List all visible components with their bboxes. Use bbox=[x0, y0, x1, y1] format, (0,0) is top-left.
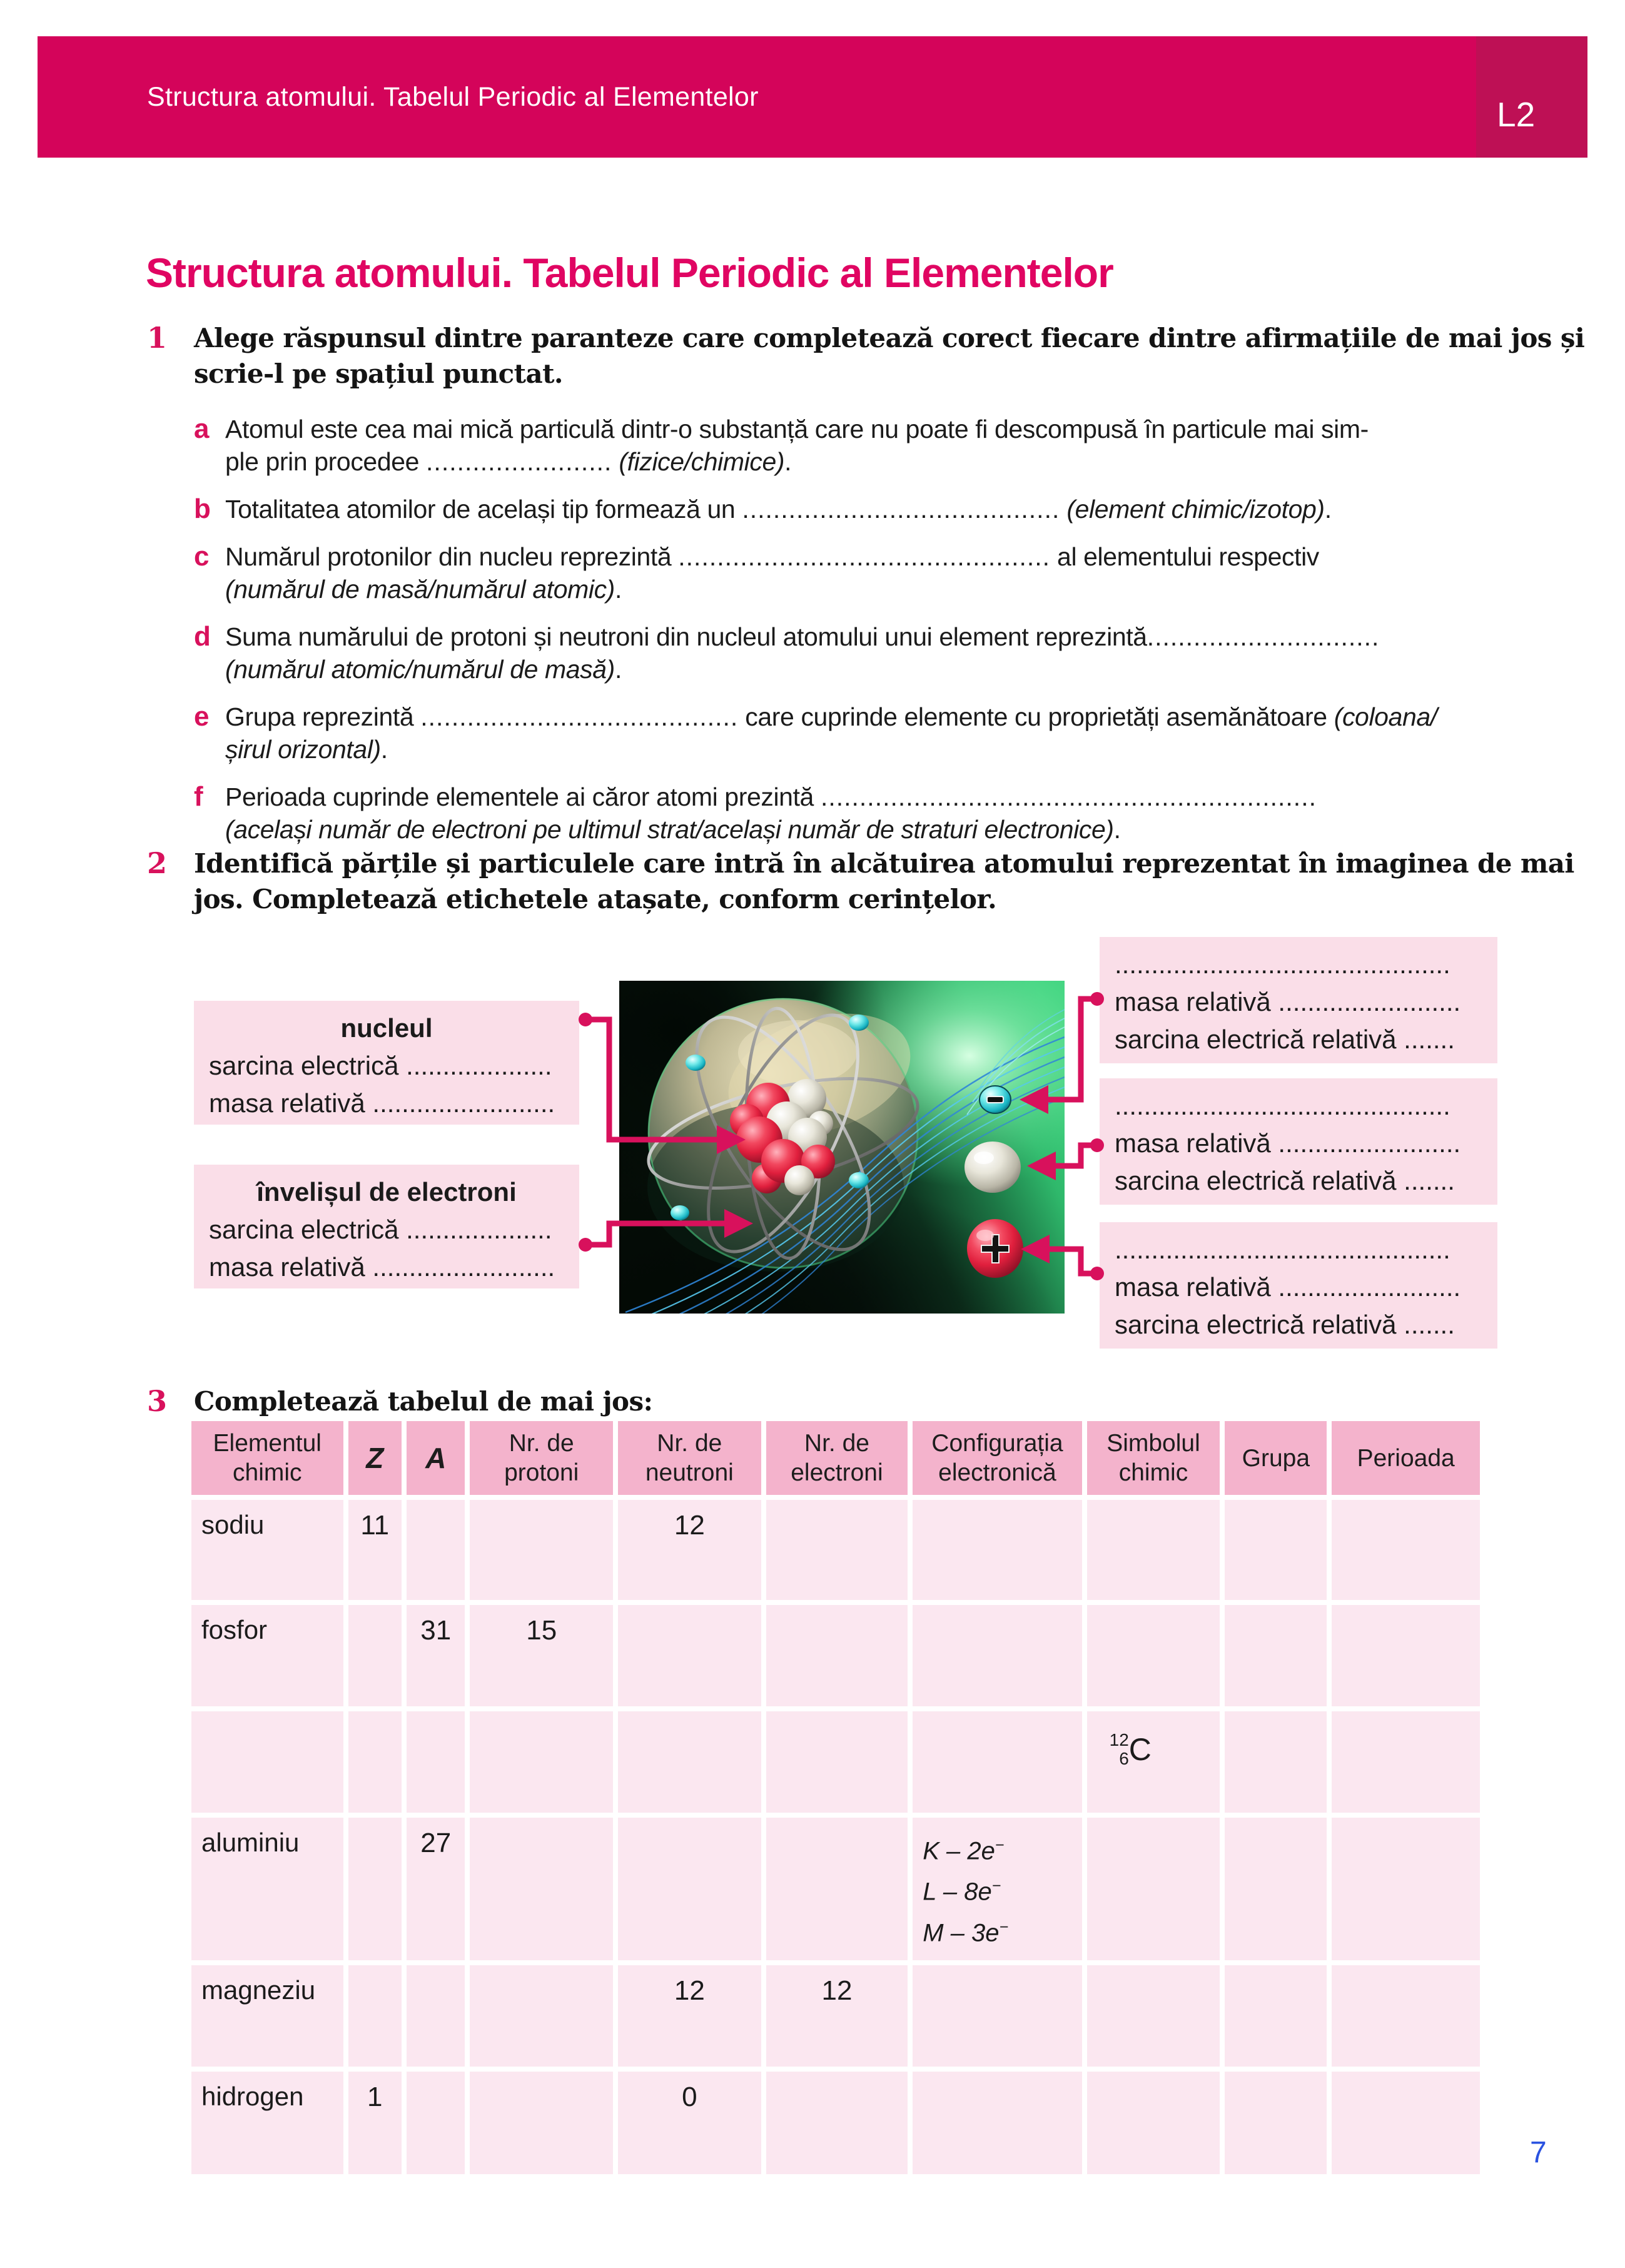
label-box-nucleus bbox=[194, 1001, 579, 1125]
table-row bbox=[191, 1965, 1480, 2067]
table-cell bbox=[1087, 1818, 1220, 1960]
table-cell bbox=[407, 1500, 465, 1600]
statement-text bbox=[612, 447, 619, 476]
fill-in-line: masa relativă ......................... bbox=[1115, 987, 1461, 1016]
nuclide-symbol: 12 6 C bbox=[1109, 1730, 1152, 1768]
table-cell bbox=[407, 2072, 465, 2174]
item-letter: b bbox=[194, 494, 211, 524]
statement-line bbox=[225, 620, 1562, 653]
label-box-proton bbox=[1100, 1222, 1497, 1349]
page-header-bar bbox=[38, 36, 1587, 158]
dotted-blank: ......................................... bbox=[420, 702, 739, 731]
table-cell bbox=[1225, 2072, 1327, 2174]
statement-text bbox=[1060, 495, 1066, 524]
electron-particle-icon bbox=[980, 1086, 1011, 1113]
table-cell: 12 bbox=[618, 1500, 761, 1600]
exercise-1-number: 1 bbox=[147, 321, 168, 355]
statement-line bbox=[225, 813, 1562, 846]
table-cell bbox=[1225, 1500, 1327, 1600]
column-header: Simbolul chimic bbox=[1087, 1421, 1220, 1495]
item-letter: a bbox=[194, 413, 210, 444]
table-cell bbox=[913, 1711, 1081, 1813]
statement-text: al elementului respectiv bbox=[1050, 542, 1319, 571]
statement-item bbox=[194, 493, 1562, 525]
exercise-1-head bbox=[147, 320, 1585, 392]
table-cell bbox=[470, 2072, 613, 2174]
statement-item bbox=[194, 413, 1562, 478]
atom-illustration bbox=[619, 981, 1065, 1314]
statement-text: Perioada cuprinde elementele ai căror atomi prezintă bbox=[225, 782, 821, 811]
column-header: Z bbox=[348, 1421, 402, 1495]
table-header-row bbox=[191, 1421, 1480, 1495]
table-cell bbox=[470, 1711, 613, 1813]
table-cell: aluminiu bbox=[191, 1818, 343, 1960]
instruction-line: Completează tabelul de mai jos: bbox=[194, 1386, 653, 1417]
exercise-2-number: 2 bbox=[147, 846, 168, 880]
lesson-label: L2 bbox=[1497, 95, 1536, 134]
neutron-particle-icon bbox=[964, 1142, 1021, 1193]
table-row bbox=[191, 1711, 1480, 1813]
instruction-line: jos. Completează etichetele atașate, conform cerințelor. bbox=[194, 884, 997, 914]
table-cell bbox=[1225, 1965, 1327, 2067]
page-number: 7 bbox=[1530, 2136, 1547, 2169]
table-cell bbox=[1332, 1605, 1480, 1706]
table-cell bbox=[1087, 1965, 1220, 2067]
proton-particle-icon bbox=[967, 1219, 1023, 1278]
table-cell bbox=[1332, 1500, 1480, 1600]
column-header: Perioada bbox=[1332, 1421, 1480, 1495]
statement-line bbox=[225, 573, 1562, 605]
fill-in-line: sarcina electrică .................... bbox=[209, 1215, 552, 1244]
table-cell bbox=[1332, 1711, 1480, 1813]
item-lines bbox=[225, 781, 1562, 846]
fill-in-line: masa relativă ......................... bbox=[1115, 1128, 1461, 1158]
statement-text: Atomul este cea mai mică particulă dintr-o substanță care nu poate fi descompusă în particule mai sim- bbox=[225, 415, 1369, 443]
column-header: A bbox=[407, 1421, 465, 1495]
table-cell bbox=[470, 1818, 613, 1960]
table-row bbox=[191, 1500, 1480, 1600]
statement-item bbox=[194, 701, 1562, 766]
item-lines bbox=[225, 540, 1562, 605]
exercise-1 bbox=[147, 320, 1585, 846]
exercise-2-instruction bbox=[194, 846, 1574, 917]
table-row bbox=[191, 1605, 1480, 1706]
table-cell: magneziu bbox=[191, 1965, 343, 2067]
item-lines bbox=[225, 493, 1562, 525]
table-cell bbox=[348, 1965, 402, 2067]
column-header: Configurația electronică bbox=[913, 1421, 1081, 1495]
table-cell bbox=[618, 1818, 761, 1960]
statement-line bbox=[225, 701, 1562, 733]
electron-config-line: M – 3e− bbox=[923, 1918, 1009, 1947]
lesson-tab bbox=[1476, 36, 1587, 158]
table-cell bbox=[407, 1965, 465, 2067]
table-cell bbox=[913, 1500, 1081, 1600]
dotted-blank: ................................................................ bbox=[820, 782, 1317, 811]
statement-text: . bbox=[614, 655, 622, 684]
fill-in-line: sarcina electrică relativă ....... bbox=[1115, 1025, 1455, 1054]
item-letter: d bbox=[194, 621, 211, 652]
table-cell: 11 bbox=[348, 1500, 402, 1600]
statement-text: . bbox=[614, 575, 622, 604]
fill-in-line: masa relativă ......................... bbox=[1115, 1272, 1461, 1302]
table-cell bbox=[1332, 1818, 1480, 1960]
label-box-neutron bbox=[1100, 1078, 1497, 1205]
exercise-3-head bbox=[147, 1384, 1562, 1419]
fill-in-line: .............................................. bbox=[1115, 949, 1450, 979]
header-title: Structura atomului. Tabelul Periodic al Elementelor bbox=[147, 81, 759, 112]
statement-item bbox=[194, 620, 1562, 686]
answer-options: (numărul de masă/numărul atomic) bbox=[225, 575, 615, 604]
statement-text: Totalitatea atomilor de același tip formează un bbox=[225, 495, 742, 524]
item-lines bbox=[225, 620, 1562, 686]
table-row bbox=[191, 2072, 1480, 2174]
fill-in-line: .............................................. bbox=[1115, 1235, 1450, 1264]
fill-in-line: sarcina electrică .................... bbox=[209, 1051, 552, 1080]
item-letter: c bbox=[194, 541, 210, 572]
table-cell: 0 bbox=[618, 2072, 761, 2174]
box-title: învelișul de electroni bbox=[256, 1177, 517, 1207]
item-letter: e bbox=[194, 701, 210, 732]
table-cell bbox=[1087, 1605, 1220, 1706]
elements-table bbox=[186, 1416, 1485, 2179]
table-cell bbox=[470, 1965, 613, 2067]
page-title: Structura atomului. Tabelul Periodic al Elementelor bbox=[146, 250, 1113, 296]
fill-in-line: sarcina electrică relativă ....... bbox=[1115, 1166, 1455, 1195]
table-cell bbox=[1087, 2072, 1220, 2174]
exercise-3 bbox=[147, 1384, 1562, 1419]
table-cell: 1 bbox=[348, 2072, 402, 2174]
statement-line bbox=[225, 413, 1562, 445]
table-cell bbox=[913, 1965, 1081, 2067]
fill-in-line: .............................................. bbox=[1115, 1091, 1450, 1120]
statement-line bbox=[225, 445, 1562, 478]
statement-text: Numărul protonilor din nucleu reprezintă bbox=[225, 542, 679, 571]
table-cell bbox=[618, 1711, 761, 1813]
instruction-line: Alege răspunsul dintre paranteze care completează corect fiecare dintre afirmațiile de mai jos și bbox=[194, 323, 1585, 353]
statement-text: Grupa reprezintă bbox=[225, 702, 421, 731]
table-cell bbox=[1332, 1965, 1480, 2067]
statement-text: . bbox=[1324, 495, 1332, 524]
table-cell bbox=[913, 2072, 1081, 2174]
table-cell bbox=[913, 1605, 1081, 1706]
instruction-line: Identifică părțile și particulele care intră în alcătuirea atomului reprezentat în imaginea de mai bbox=[194, 848, 1574, 879]
statement-line bbox=[225, 733, 1562, 766]
table-cell bbox=[1225, 1605, 1327, 1706]
table-cell bbox=[766, 1605, 908, 1706]
table-cell bbox=[618, 1605, 761, 1706]
table-cell: 12 bbox=[618, 1965, 761, 2067]
table-cell: 27 bbox=[407, 1818, 465, 1960]
dotted-blank: .............................. bbox=[1147, 622, 1380, 651]
table-cell bbox=[766, 1500, 908, 1600]
table-cell: fosfor bbox=[191, 1605, 343, 1706]
answer-options: (fizice/chimice) bbox=[619, 447, 785, 476]
fill-in-line: masa relativă ......................... bbox=[209, 1252, 555, 1282]
table-cell bbox=[470, 1500, 613, 1600]
dotted-blank: ................................................ bbox=[678, 542, 1051, 571]
table-cell bbox=[1225, 1711, 1327, 1813]
item-lines bbox=[225, 701, 1562, 766]
statement-text: . bbox=[1113, 815, 1121, 844]
table-cell: hidrogen bbox=[191, 2072, 343, 2174]
table-cell bbox=[1087, 1711, 1220, 1813]
electron-config-line: L – 8e− bbox=[923, 1877, 1001, 1906]
column-header: Nr. de neutroni bbox=[618, 1421, 761, 1495]
statement-text: Suma numărului de protoni și neutroni din nucleul atomului unui element reprezintă bbox=[225, 622, 1147, 651]
table-cell bbox=[191, 1711, 343, 1813]
answer-options: (coloana/ bbox=[1334, 702, 1437, 731]
statement-text: . bbox=[784, 447, 792, 476]
table-cell bbox=[766, 2072, 908, 2174]
fill-in-line: sarcina electrică relativă ....... bbox=[1115, 1310, 1455, 1339]
exercise-3-number: 3 bbox=[147, 1384, 168, 1418]
table-cell bbox=[1225, 1818, 1327, 1960]
item-letter: f bbox=[194, 781, 203, 812]
statement-line bbox=[225, 493, 1562, 525]
column-header: Elementul chimic bbox=[191, 1421, 343, 1495]
table-cell bbox=[348, 1711, 402, 1813]
table-cell bbox=[1332, 2072, 1480, 2174]
box-title: nucleul bbox=[340, 1013, 433, 1043]
exercise-2-head bbox=[147, 846, 1574, 917]
table-cell bbox=[348, 1818, 402, 1960]
statement-item bbox=[194, 781, 1562, 846]
table-row bbox=[191, 1818, 1480, 1960]
table-cell bbox=[766, 1711, 908, 1813]
table-cell bbox=[407, 1711, 465, 1813]
statement-line bbox=[225, 540, 1562, 573]
electron-config-line: K – 2e− bbox=[923, 1836, 1005, 1865]
answer-options: (numărul atomic/numărul de masă) bbox=[225, 655, 615, 684]
exercise-1-instruction bbox=[194, 320, 1584, 392]
statement-line bbox=[225, 781, 1562, 813]
column-header: Nr. de protoni bbox=[470, 1421, 613, 1495]
column-header: Nr. de electroni bbox=[766, 1421, 908, 1495]
statement-item bbox=[194, 540, 1562, 605]
column-header: Grupa bbox=[1225, 1421, 1327, 1495]
statement-text: care cuprinde elemente cu proprietăți asemănătoare bbox=[738, 702, 1334, 731]
table-cell: 15 bbox=[470, 1605, 613, 1706]
statement-text: ple prin procedee bbox=[225, 447, 427, 476]
item-lines bbox=[225, 413, 1562, 478]
table-cell: 12 bbox=[766, 1965, 908, 2067]
table-cell: sodiu bbox=[191, 1500, 343, 1600]
dotted-blank: ........................ bbox=[426, 447, 612, 476]
table-cell bbox=[766, 1818, 908, 1960]
table-cell bbox=[1087, 1500, 1220, 1600]
answer-options: (același număr de electroni pe ultimul strat/același număr de straturi electronice) bbox=[225, 815, 1114, 844]
dotted-blank: ......................................... bbox=[742, 495, 1060, 524]
label-box-electron bbox=[1100, 937, 1497, 1063]
table-cell bbox=[348, 1605, 402, 1706]
table-cell bbox=[913, 1818, 1081, 1960]
fill-in-line: masa relativă ......................... bbox=[209, 1088, 555, 1118]
statement-text: . bbox=[380, 735, 388, 764]
exercise-1-items bbox=[147, 413, 1562, 846]
statement-line bbox=[225, 653, 1562, 686]
exercise-2 bbox=[147, 846, 1574, 917]
table-cell: 31 bbox=[407, 1605, 465, 1706]
instruction-line: scrie-l pe spațiul punctat. bbox=[194, 358, 563, 389]
answer-options: șirul orizontal) bbox=[225, 735, 381, 764]
answer-options: (element chimic/izotop) bbox=[1066, 495, 1325, 524]
label-box-electron-shell bbox=[194, 1165, 579, 1288]
